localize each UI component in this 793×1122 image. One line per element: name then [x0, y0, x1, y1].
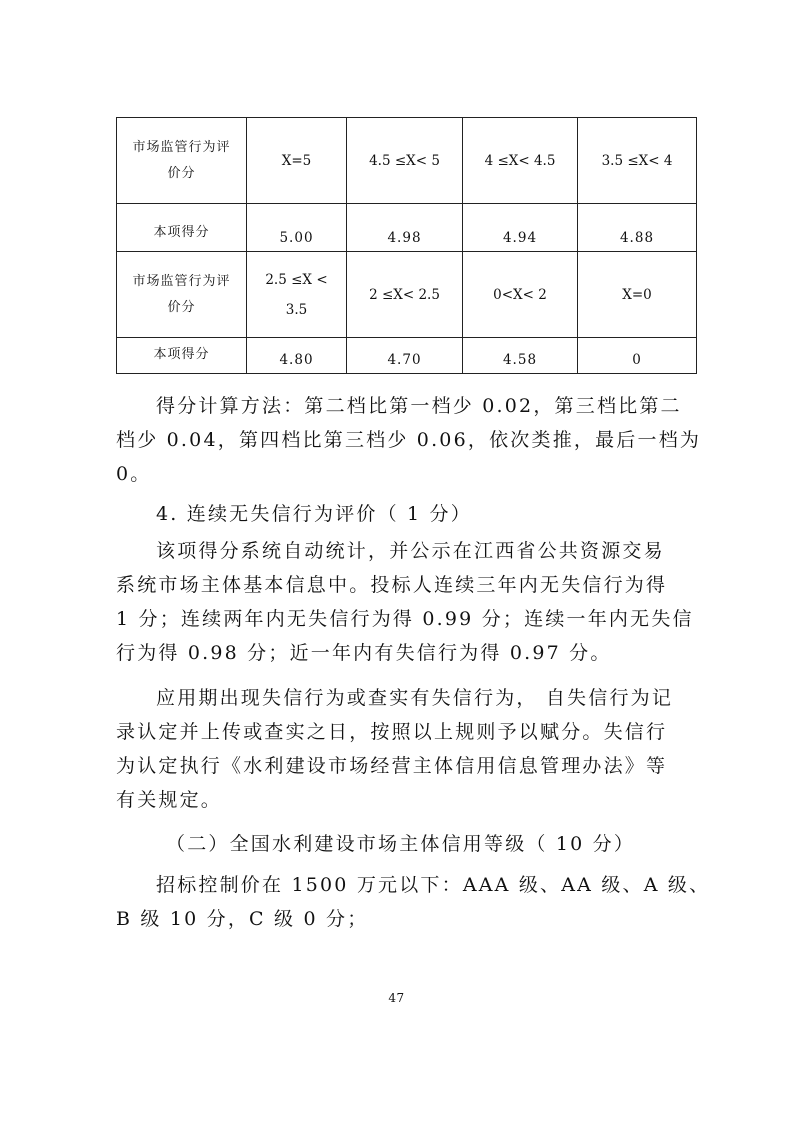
- scoring-method-paragraph: [116, 389, 702, 491]
- table-cell-label: [117, 118, 247, 204]
- text-line: 1 分；连续两年内无失信行为得 0.99 分；连续一年内无失信: [116, 608, 694, 630]
- cell-line: 3.5: [285, 301, 308, 318]
- text-line: 应用期出现失信行为或查实有失信行为， 自失信行为记: [156, 687, 674, 709]
- label-line: 市场监管行为评: [132, 139, 231, 155]
- table-cell-label: [117, 252, 247, 338]
- table-cell: [247, 252, 347, 338]
- table-row: [117, 204, 697, 252]
- table-cell-label: 本项得分: [117, 204, 247, 252]
- table-row: [117, 252, 697, 338]
- table-cell: 4.98: [347, 204, 463, 252]
- label-line: 价分: [167, 165, 196, 181]
- text-line: 招标控制价在 1500 万元以下：AAA 级、AA 级、A 级、: [156, 874, 711, 896]
- table-cell: 2 ≤X< 2.5: [347, 252, 463, 338]
- page-number: 47: [388, 991, 405, 1005]
- text-line: 该项得分系统自动统计，并公示在江西省公共资源交易: [156, 540, 665, 562]
- label-line: 价分: [167, 299, 196, 315]
- section-heading-4: [116, 497, 676, 531]
- text-line: 行为得 0.98 分；近一年内有失信行为得 0.97 分。: [116, 642, 612, 664]
- section-heading-2: [116, 827, 676, 861]
- text-line: 得分计算方法：第二档比第一档少 0.02，第三档比第二: [156, 395, 682, 417]
- application-period-paragraph: [116, 681, 676, 817]
- text-line: 有关规定。: [116, 789, 223, 811]
- table-cell: 0<X< 2: [463, 252, 578, 338]
- table-cell: 4.88: [578, 204, 697, 252]
- text-line: B 级 10 分，C 级 0 分；: [116, 908, 369, 930]
- table-cell: 4.94: [463, 204, 578, 252]
- table-cell: 5.00: [247, 204, 347, 252]
- text-line: 系统市场主体基本信息中。投标人连续三年内无失信行为得: [116, 574, 668, 596]
- table-cell-label: 本项得分: [117, 338, 247, 374]
- table-row: [117, 338, 697, 374]
- table-cell: 3.5 ≤X< 4: [578, 118, 697, 204]
- system-statistics-paragraph: [116, 534, 694, 670]
- control-price-paragraph: [116, 868, 711, 936]
- table-cell: 4.58: [463, 338, 578, 374]
- text-line: （二）全国水利建设市场主体信用等级（ 10 分）: [166, 833, 636, 855]
- table-row: [117, 118, 697, 204]
- text-line: 4. 连续无失信行为评价（ 1 分）: [156, 503, 472, 525]
- text-line: 录认定并上传或查实之日，按照以上规则予以赋分。失信行: [116, 721, 668, 743]
- score-table: [116, 117, 697, 374]
- table-cell: X=5: [247, 118, 347, 204]
- table-cell: 4.70: [347, 338, 463, 374]
- text-line: 0。: [116, 463, 152, 485]
- text-line: 档少 0.04，第四档比第三档少 0.06，依次类推，最后一档为: [116, 429, 702, 451]
- text-line: 为认定执行《水利建设市场经营主体信用信息管理办法》等: [116, 755, 668, 777]
- table-cell: 0: [578, 338, 697, 374]
- cell-line: 2.5 ≤X <: [265, 271, 328, 288]
- table-cell: X=0: [578, 252, 697, 338]
- table-cell: 4.5 ≤X< 5: [347, 118, 463, 204]
- table-cell: 4 ≤X< 4.5: [463, 118, 578, 204]
- table-cell: 4.80: [247, 338, 347, 374]
- label-line: 市场监管行为评: [132, 273, 231, 289]
